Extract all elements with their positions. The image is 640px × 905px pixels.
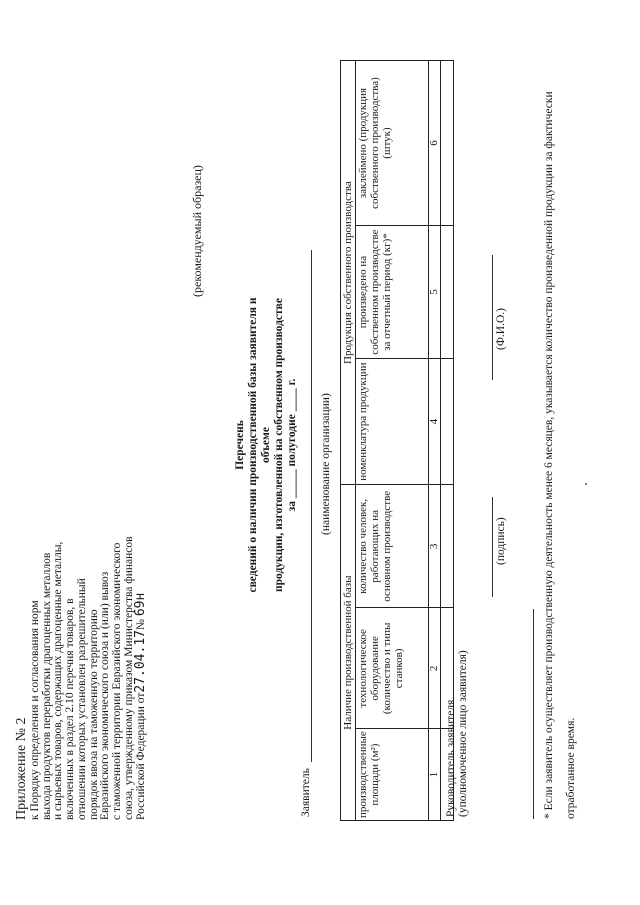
col-header-nomenclature: номенклатура продукции bbox=[356, 358, 429, 484]
column-number: 5 bbox=[429, 226, 441, 359]
appendix-number: Приложение № 2 bbox=[14, 717, 29, 820]
title-period-line: за _____ полугодие ____ г. bbox=[286, 378, 298, 512]
head-block bbox=[445, 650, 469, 817]
appendix-line: отношении которых установлен разрешительный bbox=[75, 578, 88, 820]
table-column-header-row bbox=[356, 61, 429, 821]
handwritten-order-number: 69н bbox=[133, 592, 149, 617]
col-header-area: производственные площади (м²) bbox=[356, 729, 429, 821]
applicant-fill-line bbox=[311, 250, 312, 762]
column-number: 1 bbox=[429, 729, 441, 821]
appendix-block bbox=[14, 536, 148, 820]
fio-line bbox=[492, 255, 493, 380]
number-sign: № bbox=[135, 619, 148, 631]
signature-line bbox=[492, 497, 493, 597]
production-base-table bbox=[340, 60, 454, 821]
title-line: Перечень bbox=[234, 420, 246, 470]
signature-caption: (подпись) bbox=[495, 517, 507, 565]
table-cell bbox=[441, 485, 454, 608]
appendix-date-prefix: Российской Федерации от bbox=[135, 692, 148, 820]
head-title: Руководитель заявителя bbox=[445, 699, 457, 817]
applicant-label: Заявитель bbox=[300, 768, 312, 817]
title-line: продукции, изготовленной на собственном производстве bbox=[273, 298, 285, 592]
appendix-line: включенных в раздел 2.10 перечня товаров, в bbox=[64, 598, 77, 820]
table-group-header-row bbox=[341, 61, 356, 821]
fio-caption: (Ф.И.О.) bbox=[495, 308, 507, 350]
appendix-line: с таможенной территории Евразийского экономического bbox=[110, 542, 123, 820]
appendix-line: Евразийского экономического союза и (или) вывоз bbox=[99, 571, 112, 820]
group-header-base: Наличие производственной базы bbox=[341, 485, 356, 821]
org-name-caption: (наименование организации) bbox=[320, 393, 332, 535]
appendix-line: выхода продуктов переработки драгоценных металлов bbox=[40, 552, 53, 820]
col-header-equipment: технологическое оборудование (количество и типы станков) bbox=[356, 608, 429, 729]
col-header-staff: количество человек, работающих на основном производстве bbox=[356, 485, 429, 608]
title-line: сведений о наличии производственной базы заявителя и объеме bbox=[247, 297, 272, 593]
column-number: 6 bbox=[429, 61, 441, 226]
appendix-line: и сырьевых товаров, содержащих драгоценные металлы, bbox=[52, 541, 65, 820]
column-number: 4 bbox=[429, 358, 441, 484]
document-title bbox=[234, 285, 299, 605]
scan-speck bbox=[585, 483, 587, 485]
column-number: 2 bbox=[429, 608, 441, 729]
recommended-sample-note: (рекомендуемый образец) bbox=[190, 165, 204, 297]
handwritten-date: 27.04.17 bbox=[133, 630, 149, 693]
appendix-date-line bbox=[135, 536, 148, 820]
col-header-stamped: заклеймено (продукция собственного производства) (штук) bbox=[356, 61, 429, 226]
footnote: * Если заявитель осуществляет производственную деятельность менее 6 месяцев, указывается количество произведенной продукции за фактически отработанное время. bbox=[543, 91, 577, 819]
table-cell bbox=[441, 358, 454, 484]
col-header-produced: произведено на собственном производстве за отчетный период (кг)* bbox=[356, 226, 429, 359]
table-number-row bbox=[429, 61, 441, 821]
appendix-line: союза, утвержденному приказом Министерства финансов bbox=[122, 536, 135, 820]
appendix-line: к Порядку определения и согласования норм bbox=[29, 600, 41, 820]
table-cell bbox=[441, 226, 454, 359]
footnote-separator bbox=[533, 609, 534, 819]
column-number: 3 bbox=[429, 485, 441, 608]
head-subtitle: (уполномоченное лицо заявителя) bbox=[457, 650, 469, 817]
table-cell bbox=[441, 61, 454, 226]
group-header-products: Продукция собственного производства bbox=[341, 61, 356, 485]
appendix-line: порядок ввоза на таможенную территорию bbox=[87, 609, 100, 820]
